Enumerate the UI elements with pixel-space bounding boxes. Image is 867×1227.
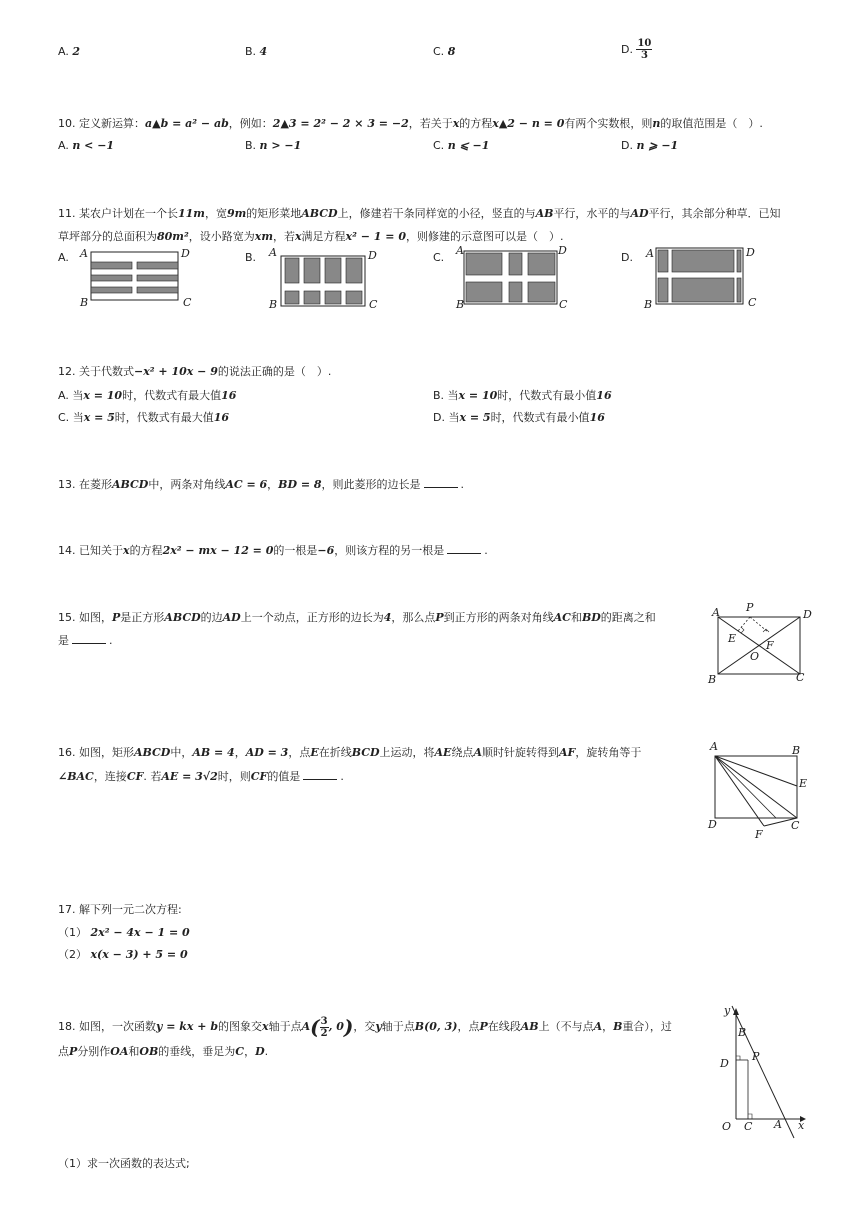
- point-f-label: F: [766, 639, 774, 652]
- point-d-label: D: [720, 1057, 729, 1070]
- q15-stem-line2: 是 .: [58, 634, 113, 647]
- q10-stem: 10. 定义新运算：a▲b = a² − ab，例如：2▲3 = 2² − 2 × 3 = −2，若关于x的方程x▲2 − n = 0有两个实数根，则n的取值范围是（ ）.: [58, 117, 763, 130]
- q18-stem-line1: 18. 如图，一次函数y = kx + b的图象交x轴于点A( $\frac{3}{2}$ , 0)，交y轴于点B(0, 3)，点P在线段AB上（不与点A，B重合），过: [58, 1015, 672, 1039]
- q10-option-b: B. n > −1: [245, 139, 302, 152]
- point-b-label: B: [644, 298, 653, 311]
- point-d-label: D: [558, 244, 567, 257]
- q10-option-d: D. n ⩾ −1: [621, 139, 679, 152]
- point-d-label: D: [368, 249, 377, 262]
- point-a-label: A: [456, 244, 464, 257]
- q11-figure-b: [267, 244, 382, 314]
- answer-blank[interactable]: [424, 478, 458, 488]
- point-p-label: P: [746, 601, 754, 614]
- q11-option-b-label: B.: [245, 251, 257, 264]
- point-b-label: B: [708, 673, 717, 686]
- q11-figure-c: [454, 244, 569, 314]
- point-b-label: B: [792, 744, 801, 757]
- q12-option-d: D. 当x = 5时，代数式有最小值16: [433, 411, 605, 424]
- point-a-label: A: [646, 247, 654, 260]
- point-a-label: A: [269, 246, 277, 259]
- point-d-label: D: [181, 247, 190, 260]
- point-d-label: D: [746, 246, 755, 259]
- q18-stem-line2: 点P分别作OA和OB的垂线，垂足为C，D.: [58, 1045, 269, 1058]
- point-f-label: F: [755, 828, 763, 841]
- q17-item-1: （1） 2x² − 4x − 1 = 0: [58, 926, 190, 939]
- q12-option-a: A. 当x = 10时，代数式有最大值16: [58, 389, 237, 402]
- fraction: $\frac{10}{3}$: [637, 38, 652, 61]
- q14-stem: 14. 已知关于x的方程2x² − mx − 12 = 0的一根是−6，则该方程的另一根是 .: [58, 544, 488, 557]
- point-d-label: D: [803, 608, 812, 621]
- point-a-label: A: [712, 606, 720, 619]
- q12-option-b: B. 当x = 10时，代数式有最小值16: [433, 389, 612, 402]
- q13-stem: 13. 在菱形ABCD中，两条对角线AC = 6，BD = 8，则此菱形的边长是 .: [58, 478, 465, 491]
- q12-option-c: C. 当x = 5时，代数式有最大值16: [58, 411, 230, 424]
- answer-blank[interactable]: [303, 770, 337, 780]
- point-p-label: P: [752, 1050, 760, 1063]
- q18-figure: [712, 1004, 817, 1136]
- q11-figure-d: [644, 244, 759, 314]
- q15-stem-line1: 15. 如图，P是正方形ABCD的边AD上一个动点，正方形的边长为4，那么点P到正方形的两条对角线AC和BD的距离之和: [58, 611, 656, 624]
- point-c-label: C: [796, 671, 805, 684]
- q9-option-d: D. $\frac{10}{3}$: [621, 38, 652, 61]
- point-b-label: B: [738, 1026, 747, 1039]
- axis-x-label: x: [798, 1119, 805, 1132]
- q10-option-a: A. n < −1: [58, 139, 115, 152]
- q11-stem-line1: 11. 某农户计划在一个长11m，宽9m的矩形菜地ABCD上，修建若干条同样宽的小径，竖直的与AB平行，水平的与AD平行，其余部分种草．已知: [58, 207, 781, 220]
- point-c-label: C: [559, 298, 568, 311]
- q16-stem-line1: 16. 如图，矩形ABCD中，AB = 4，AD = 3，点E在折线BCD上运动，将AE绕点A顺时针旋转得到AF，旋转角等于: [58, 746, 642, 759]
- q15-figure: [708, 598, 813, 690]
- q11-option-d-label: D.: [621, 251, 633, 264]
- q9-option-a: A. 2: [58, 45, 80, 58]
- q11-stem-line2: 草坪部分的总面积为80m²，设小路宽为xm，若x满足方程x² − 1 = 0，则修建的示意图可以是（ ）.: [58, 230, 564, 243]
- point-c-label: C: [748, 296, 757, 309]
- q17-item-2: （2） x(x − 3) + 5 = 0: [58, 948, 188, 961]
- q9-option-b: B. 4: [245, 45, 268, 58]
- point-o-label: O: [722, 1120, 732, 1133]
- point-e-label: E: [728, 632, 737, 645]
- answer-blank[interactable]: [447, 544, 481, 554]
- point-c-label: C: [744, 1120, 753, 1133]
- point-a-label: A: [80, 247, 88, 260]
- point-b-label: B: [80, 296, 89, 309]
- q18-subquestion-1: （1）求一次函数的表达式;: [58, 1157, 190, 1170]
- fraction: $\frac{3}{2}$: [320, 1015, 328, 1039]
- point-d-label: D: [708, 818, 717, 831]
- q11-option-a-label: A.: [58, 251, 69, 264]
- q11-option-c-label: C.: [433, 251, 445, 264]
- point-a-label: A: [774, 1118, 782, 1131]
- q17-title: 17. 解下列一元二次方程:: [58, 903, 182, 916]
- q11-figure-a: [78, 244, 193, 314]
- axis-y-label: y: [724, 1004, 731, 1017]
- point-c-label: C: [791, 819, 800, 832]
- q10-option-c: C. n ⩽ −1: [433, 139, 490, 152]
- q16-stem-line2: ∠BAC，连接CF. 若AE = 3√2时，则CF的值是 .: [58, 770, 344, 783]
- point-c-label: C: [369, 298, 378, 311]
- q16-figure: [704, 738, 814, 844]
- point-c-label: C: [183, 296, 192, 309]
- q9-option-c: C. 8: [433, 45, 456, 58]
- point-e-label: E: [799, 777, 808, 790]
- answer-blank[interactable]: [72, 634, 106, 644]
- point-b-label: B: [269, 298, 278, 311]
- q12-stem: 12. 关于代数式−x² + 10x − 9的说法正确的是（ ）.: [58, 365, 332, 378]
- point-b-label: B: [456, 298, 465, 311]
- point-o-label: O: [750, 650, 760, 663]
- point-a-label: A: [710, 740, 718, 753]
